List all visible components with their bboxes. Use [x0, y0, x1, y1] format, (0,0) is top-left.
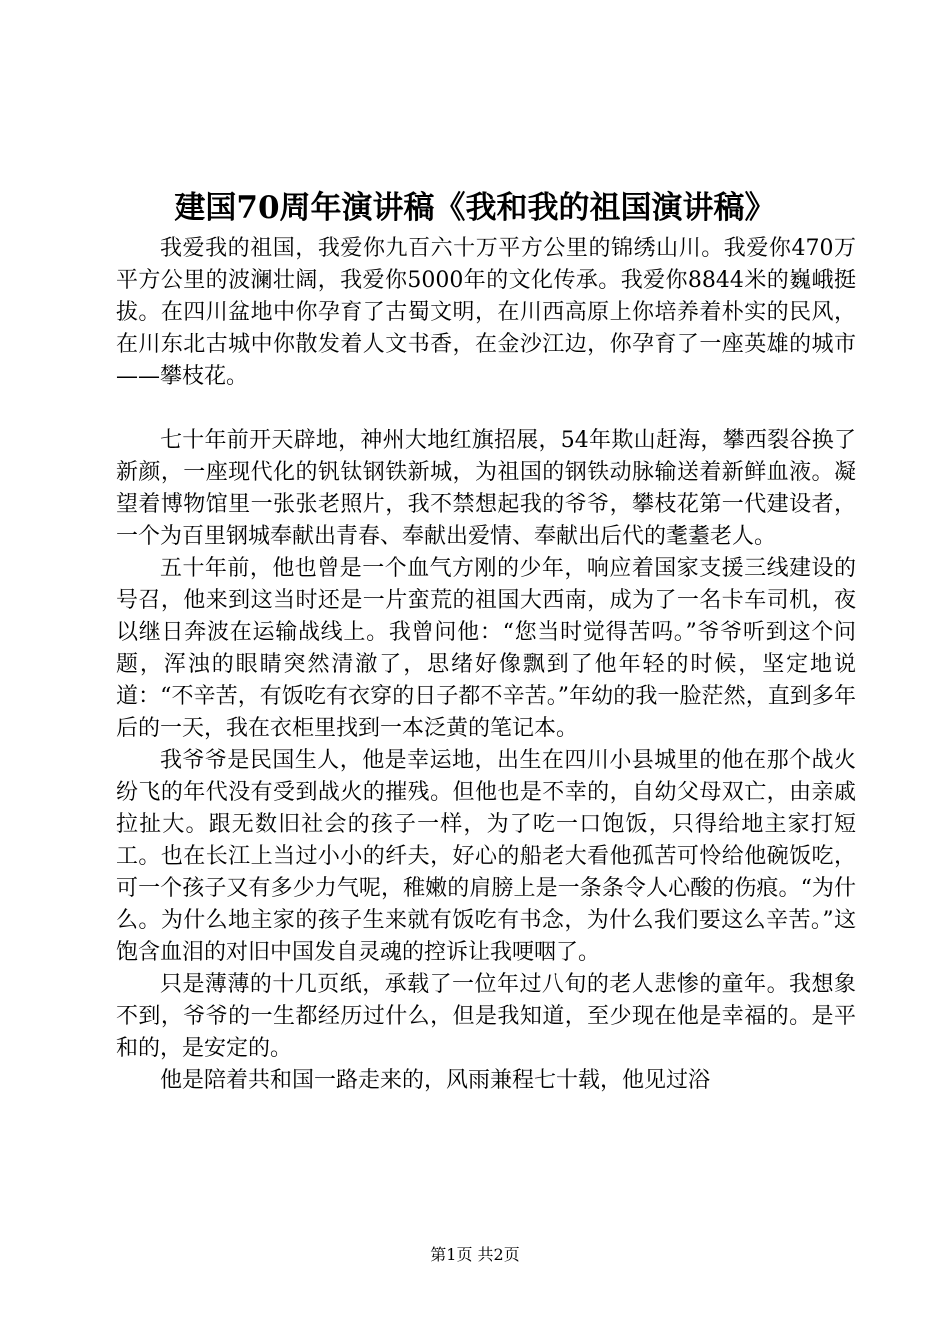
- document-title: 建国70周年演讲稿《我和我的祖国演讲稿》: [174, 190, 776, 226]
- paragraph-3: 五十年前，他也曾是一个血气方刚的少年，响应着国家支援三线建设的号召，他来到这当时还是一片蛮荒的祖国大西南，成为了一名卡车司机，夜以继日奔波在运输战线上。我曾问他：“您当时觉得苦吗。”爷爷听到这个问题，浑浊的眼睛突然清澈了，思绪好像飘到了他年轻的时候，坚定地说道：“不辛苦，有饭吃有衣穿的日子都不辛苦。”年幼的我一脸茫然，直到多年后的一天，我在衣柜里找到一本泛黄的笔记本。: [116, 556, 856, 741]
- paragraph-4: 我爷爷是民国生人，他是幸运地，出生在四川小县城里的他在那个战火纷飞的年代没有受到战火的摧残。但他也是不幸的，自幼父母双亡，由亲戚拉扯大。跟无数旧社会的孩子一样，为了吃一口饱饭，只得给地主家打短工。也在长江上当过小小的纤夫，好心的船老大看他孤苦可怜给他碗饭吃，可一个孩子又有多少力气呢，稚嫩的肩膀上是一条条令人心酸的伤痕。“为什么。为什么地主家的孩子生来就有饭吃有书念，为什么我们要这么辛苦。”这饱含血泪的对旧中国发自灵魂的控诉让我哽咽了。: [116, 748, 856, 965]
- paragraph-6: 他是陪着共和国一路走来的，风雨兼程七十载，他见过浴: [160, 1068, 711, 1093]
- page-indicator: 第1页 共2页: [430, 1245, 520, 1264]
- paragraph-5: 只是薄薄的十几页纸，承载了一位年过八旬的老人悲惨的童年。我想象不到，爷爷的一生都经历过什么，但是我知道，至少现在他是幸福的。是平和的，是安定的。: [116, 972, 856, 1061]
- document-body: [116, 233, 856, 1097]
- paragraph-1: 我爱我的祖国，我爱你九百六十万平方公里的锦绣山川。我爱你470万平方公里的波澜壮阔，我爱你5000年的文化传承。我爱你8844米的巍峨挺拔。在四川盆地中你孕育了古蜀文明，在川西高原上你培养着朴实的民风，在川东北古城中你散发着人文书香，在金沙江边，你孕育了一座英雄的城市——攀枝花。: [116, 236, 856, 389]
- paragraph-2: 七十年前开天辟地，神州大地红旗招展，54年欺山赶海，攀西裂谷换了新颜，一座现代化的钒钛钢铁新城，为祖国的钢铁动脉输送着新鲜血液。凝望着博物馆里一张张老照片，我不禁想起我的爷爷，攀枝花第一代建设者，一个为百里钢城奉献出青春、奉献出爱情、奉献出后代的耄耋老人。: [116, 428, 856, 549]
